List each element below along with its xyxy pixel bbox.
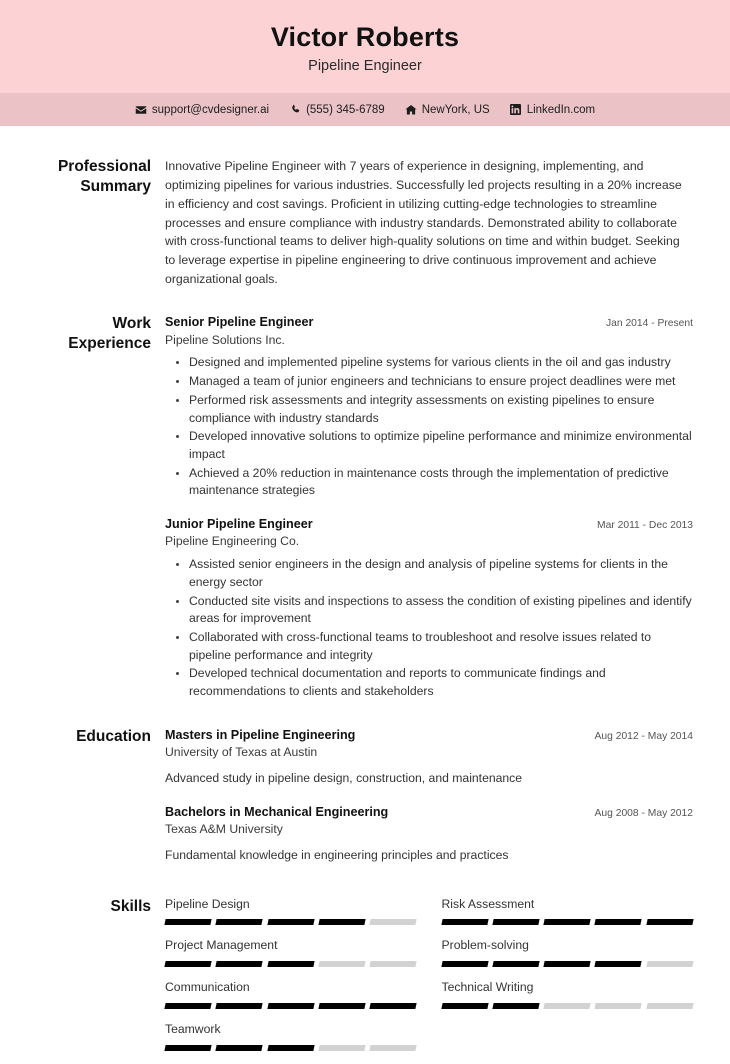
skill-name: Problem-solving	[441, 938, 529, 953]
work-entry-bullets	[165, 354, 693, 500]
skill-level-segment	[164, 1003, 212, 1009]
summary-body	[165, 157, 693, 288]
contact-email-text: support@cvdesigner.ai	[151, 103, 270, 116]
skill-item	[442, 938, 694, 980]
contact-location-text: NewYork, US	[421, 103, 490, 116]
skill-item	[442, 980, 694, 1022]
job-title: Pipeline Engineer	[308, 58, 422, 75]
skill-level-segment	[216, 919, 264, 925]
contact-linkedin[interactable]	[510, 104, 595, 116]
work-entry-company: Pipeline Solutions Inc.	[165, 332, 285, 347]
education-entry	[165, 804, 693, 865]
skill-level-bar	[165, 1045, 417, 1051]
work-bullet-item: Collaborated with cross-functional teams to troubleshoot and resolve issues related to pipeline performance and integrity	[187, 629, 693, 664]
work-bullet-item: Conducted site visits and inspections to assess the condition of existing pipelines and identify areas for improvement	[187, 593, 693, 628]
education-entry-header	[165, 727, 693, 743]
education-entry-description: Fundamental knowledge in engineering principles and practices	[165, 847, 509, 862]
work-entry	[165, 516, 693, 701]
section-skills	[37, 897, 693, 1064]
work-entry-company: Pipeline Engineering Co.	[165, 534, 300, 549]
skill-level-segment	[595, 1003, 643, 1009]
work-entry-header	[165, 314, 693, 330]
work-bullet-item: Assisted senior engineers in the design and analysis of pipeline systems for clients in the energy sector	[187, 556, 693, 591]
education-entry-school: University of Texas at Austin	[165, 745, 318, 760]
skill-level-segment	[646, 919, 694, 925]
skill-name: Pipeline Design	[165, 896, 250, 911]
section-education	[37, 727, 693, 865]
education-entry	[165, 727, 693, 788]
work-bullet-item: Developed technical documentation and reports to communicate findings and recommendations to clients and stakeholders	[187, 665, 693, 700]
skill-level-segment	[492, 1003, 540, 1009]
skill-level-segment	[543, 961, 591, 967]
education-entry-header	[165, 804, 693, 820]
skill-level-bar	[165, 1003, 417, 1009]
skill-level-segment	[370, 919, 418, 925]
skill-level-segment	[543, 1003, 591, 1009]
skill-item	[442, 897, 694, 939]
skills-grid	[165, 897, 693, 1064]
skill-level-segment	[595, 919, 643, 925]
skill-level-segment	[267, 1045, 315, 1051]
page-title: Victor Roberts	[270, 22, 460, 52]
skill-level-segment	[267, 1003, 315, 1009]
section-professional-summary	[37, 157, 693, 288]
skill-level-segment	[441, 1003, 489, 1009]
section-work-experience	[37, 314, 693, 701]
envelope-icon	[135, 104, 147, 116]
skill-item	[165, 897, 417, 939]
skill-level-segment	[492, 919, 540, 925]
skill-level-segment	[164, 919, 212, 925]
skill-level-segment	[216, 1045, 264, 1051]
skills-body	[165, 897, 693, 1064]
contact-email[interactable]	[135, 104, 269, 116]
skill-level-segment	[164, 961, 212, 967]
skill-level-bar	[165, 919, 417, 925]
phone-icon	[289, 104, 301, 116]
work-entry-date: Jan 2014 - Present	[605, 318, 693, 330]
linkedin-icon	[510, 104, 522, 116]
work-entry-role: Senior Pipeline Engineer	[165, 315, 314, 330]
work-entries	[165, 314, 693, 701]
skill-level-segment	[370, 1045, 418, 1051]
skill-item	[165, 938, 417, 980]
skill-level-segment	[318, 961, 366, 967]
work-bullet-item: Performed risk assessments and integrity assessments on existing pipelines to ensure compliance with industry standards	[187, 392, 693, 427]
work-entry-bullets	[165, 556, 693, 701]
contact-linkedin-text: LinkedIn.com	[526, 103, 596, 116]
skill-level-segment	[216, 961, 264, 967]
contact-bar	[0, 93, 730, 126]
skill-name: Communication	[165, 980, 250, 995]
skill-level-segment	[646, 1003, 694, 1009]
skill-level-segment	[267, 919, 315, 925]
education-entries	[165, 727, 693, 865]
skill-level-segment	[318, 1003, 366, 1009]
education-entry-date: Aug 2008 - May 2012	[594, 807, 693, 819]
skill-level-segment	[646, 961, 694, 967]
skill-name: Teamwork	[165, 1022, 221, 1037]
education-entry-school: Texas A&M University	[165, 822, 283, 837]
education-entry-degree: Masters in Pipeline Engineering	[165, 727, 356, 742]
skill-level-bar	[442, 1003, 694, 1009]
education-entry-date: Aug 2012 - May 2014	[594, 730, 693, 742]
work-bullet-item: Achieved a 20% reduction in maintenance costs through the implementation of predictive maintenance strategies	[187, 465, 693, 500]
section-label-summary: Professional Summary	[57, 158, 151, 196]
work-entry	[165, 314, 693, 500]
skill-level-segment	[492, 961, 540, 967]
skill-level-segment	[441, 919, 489, 925]
skill-level-bar	[442, 919, 694, 925]
education-entry-description: Advanced study in pipeline design, construction, and maintenance	[165, 770, 523, 785]
skill-level-segment	[370, 1003, 418, 1009]
skill-level-segment	[216, 1003, 264, 1009]
section-label-skills: Skills	[110, 897, 151, 915]
skill-name: Risk Assessment	[441, 896, 535, 911]
home-icon	[405, 104, 417, 116]
section-label-education: Education	[76, 727, 151, 745]
skill-level-bar	[165, 961, 417, 967]
skill-level-segment	[318, 1045, 366, 1051]
work-entry-role: Junior Pipeline Engineer	[165, 516, 313, 531]
skill-name: Technical Writing	[441, 980, 534, 995]
skill-level-segment	[370, 961, 418, 967]
skill-level-segment	[441, 961, 489, 967]
skill-level-segment	[267, 961, 315, 967]
contact-phone[interactable]	[289, 104, 385, 116]
header-banner	[0, 0, 730, 93]
contact-phone-text: (555) 345-6789	[306, 103, 385, 116]
work-entry-header	[165, 516, 693, 532]
work-entry-date: Mar 2011 - Dec 2013	[597, 519, 693, 531]
skill-level-bar	[442, 961, 694, 967]
work-bullet-item: Designed and implemented pipeline systems for various clients in the oil and gas industry	[187, 354, 693, 372]
contact-location[interactable]	[405, 104, 490, 116]
skill-item	[165, 1022, 417, 1064]
education-entry-degree: Bachelors in Mechanical Engineering	[165, 804, 389, 819]
skill-name: Project Management	[165, 938, 278, 953]
skill-level-segment	[164, 1045, 212, 1051]
skill-level-segment	[595, 961, 643, 967]
work-bullet-item: Developed innovative solutions to optimize pipeline performance and minimize environmental impact	[187, 428, 693, 463]
summary-text: Innovative Pipeline Engineer with 7 years of experience in designing, implementing, and optimizing pipelines for various industries. Successfully led projects resulting in a 20% increase in efficiency and cost savings. Proficient in utilizing cutting-edge technologies to streamline processes and ensure compliance with industry standards. Demonstrated ability to collaborate with cross-functional teams to deliver high-quality solutions on time and within budget. Seeking to leverage expertise in pipeline engineering to drive continuous improvement and achieve organizational goals.	[165, 159, 682, 286]
resume-body	[0, 157, 730, 1064]
skill-level-segment	[318, 919, 366, 925]
skill-item	[165, 980, 417, 1022]
skill-level-segment	[543, 919, 591, 925]
work-bullet-item: Managed a team of junior engineers and technicians to ensure project deadlines were met	[187, 373, 693, 391]
section-label-work: Work Experience	[68, 315, 151, 353]
